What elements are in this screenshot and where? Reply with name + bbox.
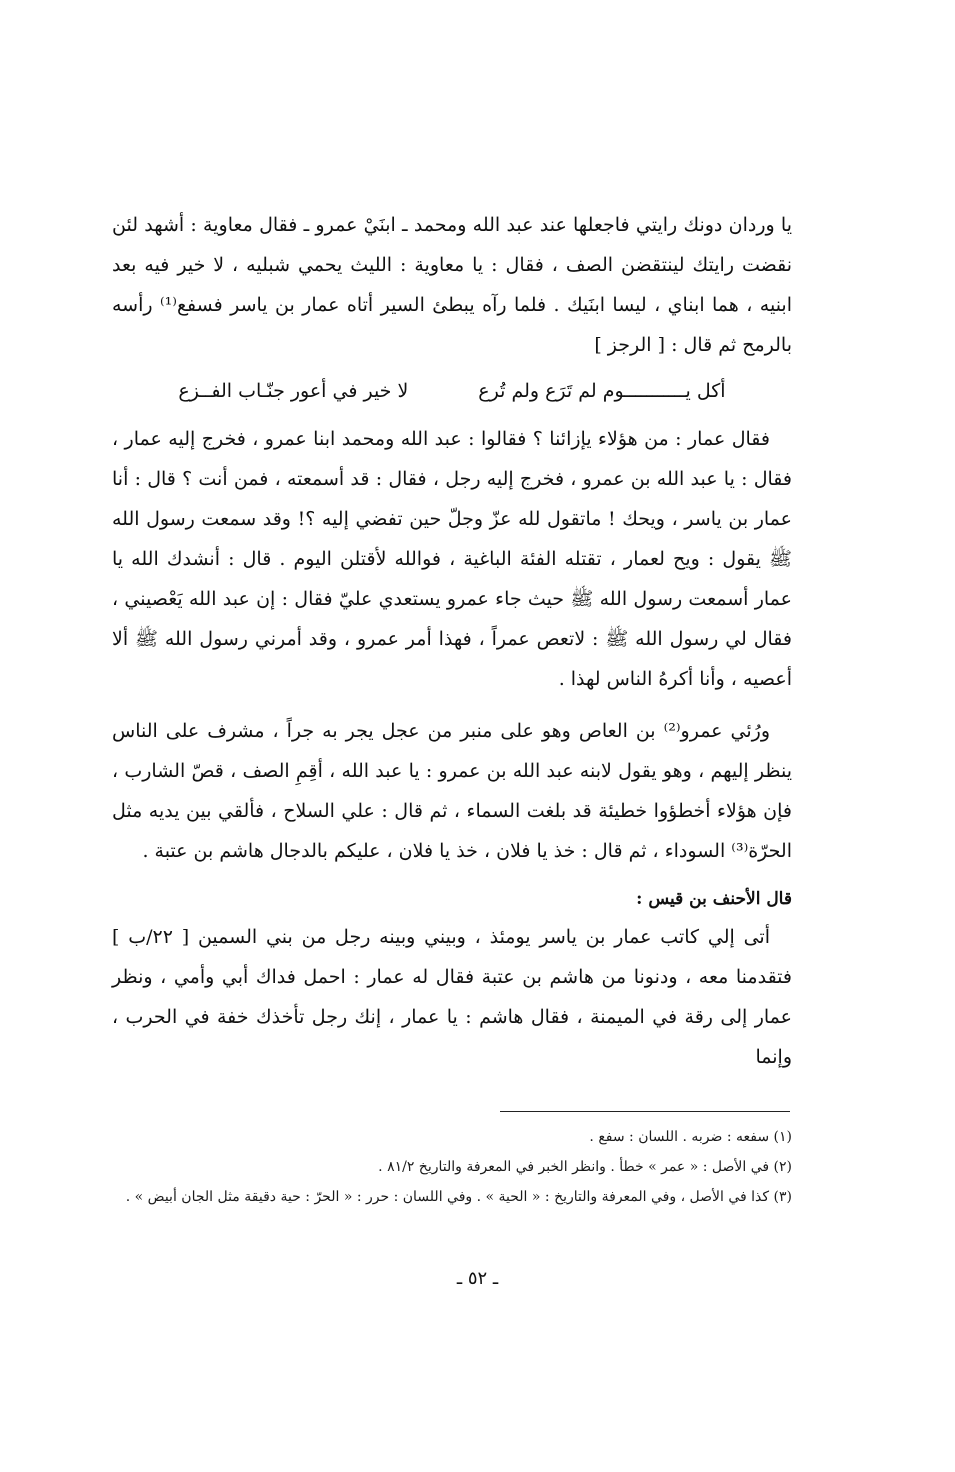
footnote: (٣) كذا في الأصل ، وفي المعرفة والتاريخ : « الحية » . وفي اللسان : حرر : « الحرّ : حية دقيقة مثل الجان أبيض » . (125, 1189, 792, 1205)
page-number: ـ ٥٢ ـ (456, 1268, 499, 1289)
section-heading: قال الأحنف بن قيس : (636, 889, 792, 909)
verse-second-hemistich: لا خير في أعور جنّـاب الفــزع (178, 380, 409, 402)
verse-first-hemistich: أكل يـــــــــــوم لم تَرَع ولم تُرع (478, 380, 726, 402)
poetry-verse (112, 371, 792, 411)
footnote-divider (500, 1111, 790, 1112)
paragraph: يا وردان دونك رايتي فاجعلها عند عبد الله ومحمد ـ ابنَيْ عمرو ـ فقال معاوية : أشهد لئن نقضت رايتك لينتقضن الصف ، فقال : يا معاوية : الليث يحمي شبليه ، لا خير فيه بعد ابنيه ، هما ابناي ، ليسا ابنَيك . فلما رآه يبطئ السير أتاه عمار بن ياسر فسفع⁽¹⁾ رأسه بالرمح ثم قال : [ الرجز ] (112, 214, 792, 356)
paragraph: أتى إلي كاتب عمار بن ياسر يومئذ ، وبيني وبينه رجل من بني السمين [ ٢٢/ب ] فتقدمنا معه ، ودنونا من هاشم بن عتبة فقال له عمار : احمل فداك أبي وأمي ، ونظر عمار إلى رقة في الميمنة ، فقال هاشم : يا عمار ، إنك رجل تأخذك خفة في الحرب ، وإنما (112, 926, 792, 1068)
footnotes (112, 1122, 792, 1212)
paragraph: ورُئي عمرو⁽²⁾ بن العاص وهو على منبر من عجل يجر به جراً ، مشرف على الناس ينظر إليهم ، وهو يقول لابنه عبد الله بن عمرو : يا عبد الله ، أقِمِ الصف ، قصّ الشارب ، فإن هؤلاء أخطؤوا خطيئة قد بلغت السماء ، ثم قال : علي السلاح ، فألقي بين يديه مثل الحرّة⁽³⁾ السوداء ، ثم قال : خذ يا فلان ، خذ يا فلان ، عليكم بالدجال هاشم بن عتبة . (112, 720, 792, 862)
footnote: (٢) في الأصل : « عمر » خطأ . وانظر الخبر في المعرفة والتاريخ ٨١/٢ . (378, 1159, 792, 1175)
footnote: (١) سفعه : ضربه . اللسان : سفع . (589, 1129, 792, 1145)
main-text (112, 205, 792, 1077)
paragraph: فقال عمار : من هؤلاء يإزائنا ؟ فقالوا : عبد الله ومحمد ابنا عمرو ، فخرج إليه عمار ، فقال : يا عبد الله بن عمرو ، فخرج إليه رجل ، فقال : قد أسمعته ، فمن أنت ؟ قال : أنا عمار بن ياسر ، ويحك ! ماتقول لله عزّ وجلّ حين تفضي إليه ؟! وقد سمعت رسول الله ﷺ يقول : ويح لعمار ، تقتله الفئة الباغية ، فوالله لأقتلن اليوم . قال : أنشدك الله يا عمار أسمعت رسول الله ﷺ حيث جاء عمرو يستعدي عليّ فقال : إن عبد الله يَعْصيني ، فقال لي رسول الله ﷺ : لاتعص عمراً ، فهذا أمر عمرو ، وقد أمرني رسول الله ﷺ ألا أعصيه ، وأنا أكرهُ الناس لهذا . (112, 428, 792, 690)
